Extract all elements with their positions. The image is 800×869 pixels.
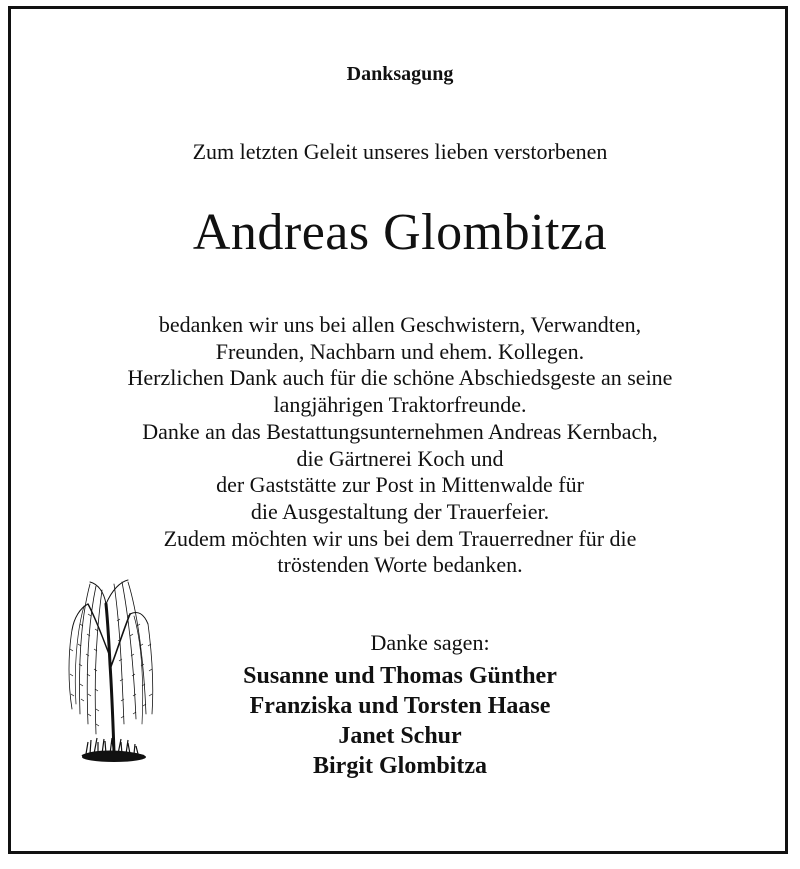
signer-name: Franziska und Torsten Haase	[249, 693, 551, 719]
body-line: Zudem möchten wir uns bei dem Trauerredner für die	[163, 525, 637, 551]
deceased-name: Andreas Glombitza	[192, 204, 608, 261]
signer-name: Janet Schur	[338, 723, 462, 749]
signers-list	[0, 661, 800, 781]
body-line: tröstenden Worte bedanken.	[277, 552, 523, 578]
body-line: Danke an das Bestattungsunternehmen Andreas Kernbach,	[142, 418, 658, 444]
thanks-body	[0, 312, 800, 579]
body-line: Freunden, Nachbarn und ehem. Kollegen.	[215, 338, 585, 364]
body-line: der Gaststätte zur Post in Mittenwalde für	[216, 472, 584, 498]
body-line: Herzlichen Dank auch für die schöne Abschiedsgeste an seine	[127, 365, 673, 391]
signer-name: Susanne und Thomas Günther	[243, 663, 557, 689]
notice-heading: Danksagung	[346, 63, 454, 85]
body-line: die Gärtnerei Koch und	[296, 445, 504, 471]
body-line: die Ausgestaltung der Trauerfeier.	[250, 498, 550, 524]
signer-name: Birgit Glombitza	[313, 753, 487, 779]
intro-text: Zum letzten Geleit unseres lieben verstorbenen	[192, 139, 608, 164]
body-line: langjährigen Traktorfreunde.	[273, 392, 527, 418]
body-line: bedanken wir uns bei allen Geschwistern, Verwandten,	[158, 312, 642, 337]
thanks-label: Danke sagen:	[370, 630, 490, 655]
